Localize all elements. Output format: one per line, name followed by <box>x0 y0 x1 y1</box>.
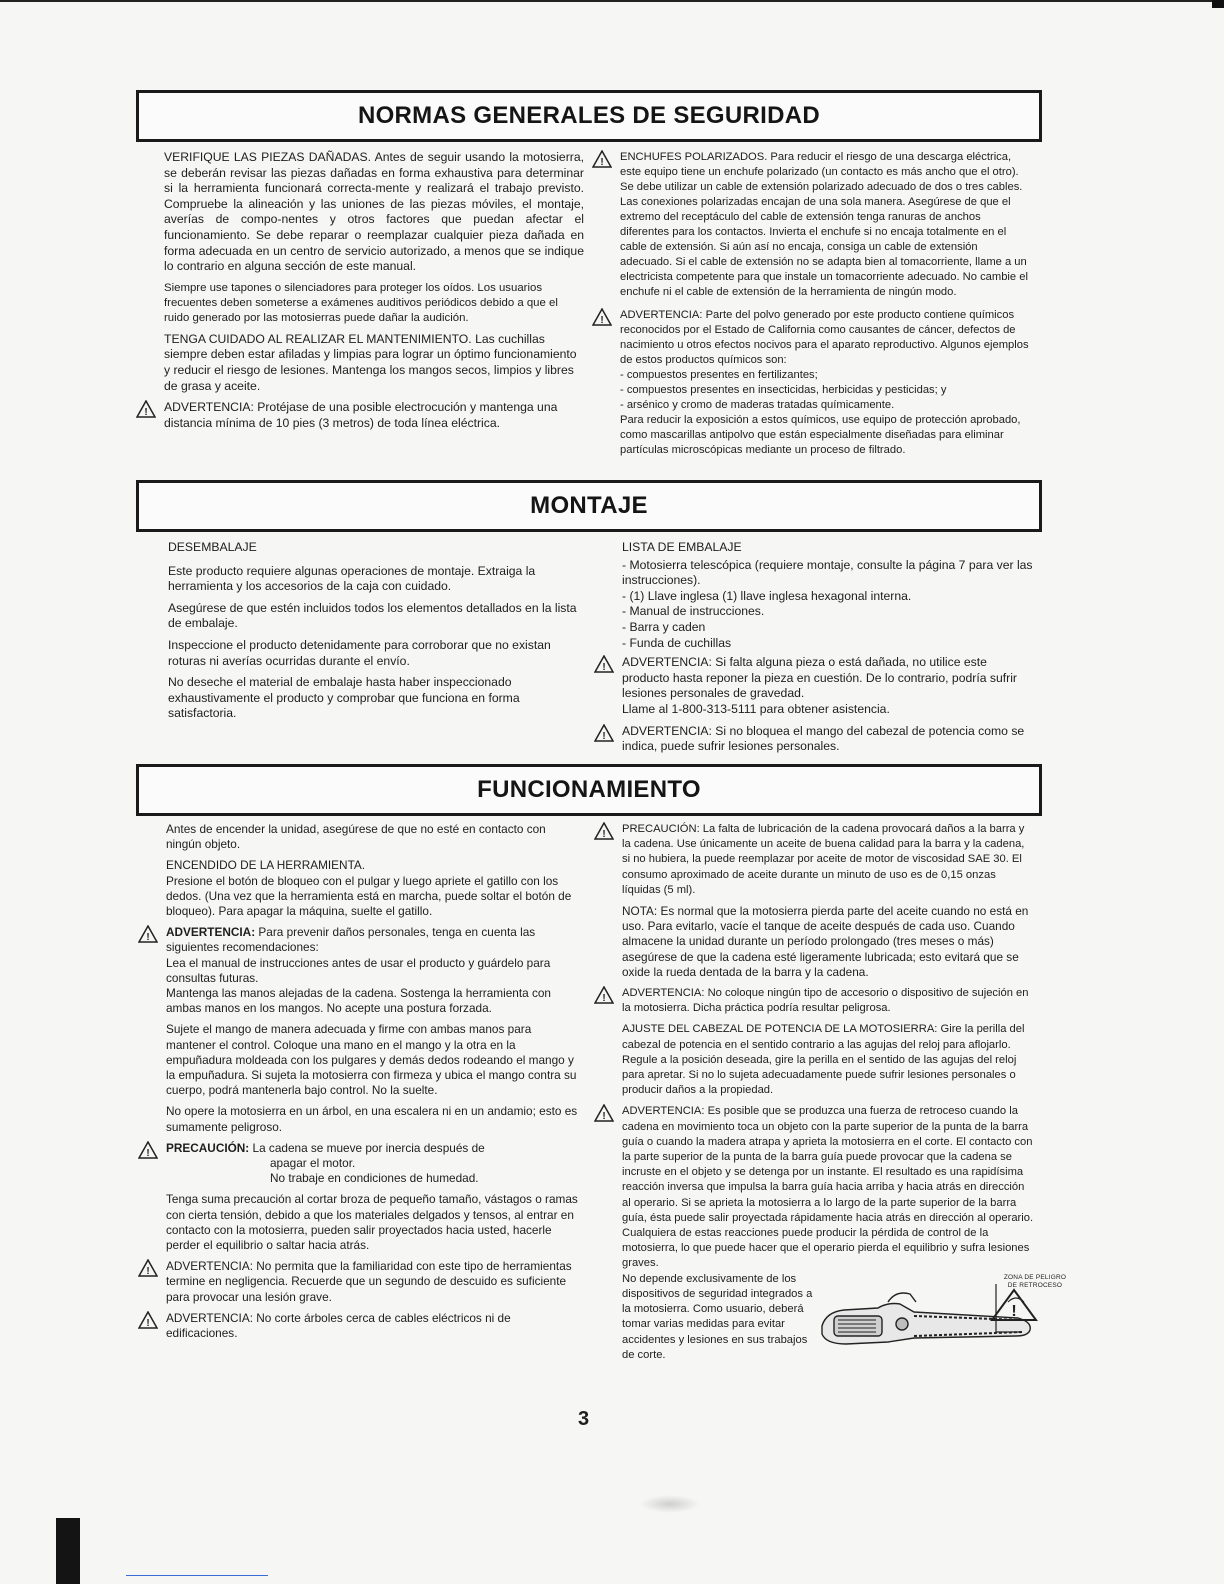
warning-text: ADVERTENCIA: Protéjase de una posible electrocución y mantenga una distancia mínima de 10 pies (3 metros) de toda línea eléctrica. <box>164 400 558 430</box>
scan-binding-mark <box>56 1518 80 1584</box>
svg-text:!: ! <box>602 829 606 840</box>
paragraph: Para reducir la exposición a estos químicos, use equipo de protección aprobado, como mascarillas antipolvo que están especialmente diseñadas para eliminar partículas microscópicas mediante un proceso de filtrado. <box>620 414 1021 456</box>
list-item: - Funda de cuchillas <box>622 635 732 650</box>
section-header-normas <box>136 90 1042 142</box>
warning-block <box>602 986 1034 1016</box>
svg-text:!: ! <box>600 315 604 326</box>
warning-block <box>146 1310 580 1341</box>
subheading: LISTA DE EMBALAJE <box>622 540 742 554</box>
caution-text: PRECAUCIÓN: La falta de lubricación de la cadena provocará daños a la barra y la cadena. Use únicamente un aceite de buena calidad para la barra y la cadena, si no hubiera, la puede reemplazar por aceite de motor de viscosidad SAE 30. El consumo aproximado de aceite durante un minuto de uso es de 0,15 onzas líquidas (5 ml). <box>622 823 1025 896</box>
scan-corner-mark <box>1212 0 1224 8</box>
warning-triangle-icon <box>138 1141 158 1159</box>
warning-block <box>602 655 1034 717</box>
warning-block <box>602 723 1034 755</box>
warning-text: ADVERTENCIA: Parte del polvo generado por este producto contiene químicos reconocidos por el Estado de California como causantes de cáncer, defectos de nacimiento u otros efectos nocivos para el aparato reproductivo. Algunos ejemplos de estos productos químicos son: <box>620 309 1029 366</box>
warning-triangle-icon <box>138 925 158 943</box>
warning-block <box>146 925 580 1016</box>
paragraph: Presione el botón de bloqueo con el pulgar y luego apriete el gatillo con los dedos. (Una vez que la herramienta está en marcha, puede soltar el botón de bloqueo). Para apagar la máquina, suelte el gatillo. <box>166 873 572 919</box>
warning-triangle-icon <box>138 1311 158 1329</box>
paragraph: AJUSTE DEL CABEZAL DE POTENCIA DE LA MOTOSIERRA: Gire la perilla del cabezal de potencia en el sentido contrario a las agujas del reloj para aflojarlo. Regule a la posición deseada, gire la perilla en el sentido de las agujas del reloj para apretar. Si no lo sujeta adecuadamente puede sufrir lesiones personales o producir daños a la propiedad. <box>622 1023 1025 1097</box>
section-title: NORMAS GENERALES DE SEGURIDAD <box>357 102 821 129</box>
caution-label: PRECAUCIÓN: <box>166 1140 250 1155</box>
paragraph: TENGA CUIDADO AL REALIZAR EL MANTENIMIENTO. Las cuchillas siempre deben estar afiladas y limpias para lograr un óptimo funcionamiento y reducir el riesgo de lesiones. Mantenga los mangos secos, limpios y libres de grasa y aceite. <box>164 331 577 393</box>
warning-block <box>602 1104 1067 1363</box>
funcionamiento-right-column <box>602 822 1067 1364</box>
caution-line: apagar el motor. <box>270 1156 356 1171</box>
scan-smudge <box>640 1495 700 1513</box>
normas-left-column <box>144 150 584 437</box>
phone-line: Llame al 1-800-313-5111 para obtener asistencia. <box>622 701 890 716</box>
packing-list <box>622 558 1034 652</box>
section-header-montaje <box>136 480 1042 532</box>
caution-block <box>602 822 1034 898</box>
warning-text: ADVERTENCIA: Si no bloquea el mango del cabezal de potencia como se indica, puede sufrir lesiones personales. <box>622 723 1025 754</box>
warning-triangle-icon <box>594 986 614 1004</box>
warning-text: ADVERTENCIA: Es posible que se produzca una fuerza de retroceso cuando la cadena en movimiento toca un objeto con la parte superior de la punta de la barra guía o cuando la madera atrapa y aprieta la motosierra en el corte. El contacto con la parte superior de la punta de la barra guía puede provocar que la cadena se incruste en el objeto y se detenga por un instante. El resultado es una rapidísima reacción inversa que impulsa la barra guía hacia arriba y hacia atrás en dirección al operario. Si se aprieta la motosierra a lo largo de la parte superior de la barra guía, ésta puede salir proyectada rápidamente hacia atrás en dirección al operario. Cualquiera de estas reacciones puede producir la pérdida de control de la motosierra, lo que puede hacer que el operario pierda el equilibrio y sufra lesiones graves. <box>622 1105 1034 1270</box>
paragraph: No opere la motosierra en un árbol, en una escalera ni en un andamio; esto es sumamente peligroso. <box>166 1104 578 1134</box>
kickback-figure-area <box>622 1272 1067 1364</box>
warning-text: ADVERTENCIA: No coloque ningún tipo de accesorio o dispositivo de sujeción en la motosierra. Dicha práctica podría resultar peligrosa. <box>622 987 1029 1015</box>
chemical-list <box>620 368 1032 413</box>
warning-triangle-icon <box>594 724 614 742</box>
paragraph: Inspeccione el producto detenidamente para corroborar que no existan roturas ni averías ocurridas durante el envío. <box>168 637 551 668</box>
svg-text:!: ! <box>1011 1302 1017 1320</box>
paragraph: Asegúrese de que estén incluidos todos los elementos detallados en la lista de embalaje. <box>168 600 577 631</box>
chainsaw-kickback-illustration <box>818 1272 1068 1364</box>
warning-triangle-icon <box>592 308 612 326</box>
svg-text:!: ! <box>602 662 606 674</box>
list-item: - compuestos presentes en fertilizantes; <box>620 369 818 381</box>
list-item: - Manual de instrucciones. <box>622 604 765 619</box>
paragraph: Siempre use tapones o silenciadores para proteger los oídos. Los usuarios frecuentes deben someterse a exámenes auditivos periódicos debido a que el ruido generado por las motosierras puede dañar la audición. <box>164 281 558 324</box>
paragraph: Antes de encender la unidad, asegúrese de que no esté en contacto con ningún objeto. <box>166 822 546 852</box>
subheading: DESEMBALAJE <box>168 540 257 554</box>
montaje-left-column <box>168 540 586 728</box>
warning-triangle-icon <box>592 150 612 168</box>
list-item: - Motosierra telescópica (requiere montaje, consulte la página 7 para ver las instrucciones). <box>622 557 1033 588</box>
svg-text:!: ! <box>146 1266 150 1278</box>
warning-text: Para prevenir daños personales, tenga en cuenta las siguientes recomendaciones: <box>166 925 536 955</box>
svg-text:!: ! <box>602 1111 606 1123</box>
svg-text:!: ! <box>600 157 604 168</box>
warning-text: ENCHUFES POLARIZADOS. Para reducir el riesgo de una descarga eléctrica, este equipo tiene un enchufe polarizado (un contacto es más ancho que el otro). Se debe utilizar un cable de extensión polarizado adecuado de dos o tres cables. Las conexiones polarizadas encajan de una sola manera. Asegúrese de que el extremo del receptáculo del cable de extensión tenga ranuras de anchos diferentes para los contactos. Invierta el enchufe si no encaja totalmente en el cable de extensión. Si aún así no encaja, consiga un cable de extensión adecuado. Si el cable de extensión no se adapta bien al tomacorriente, llame a un electricista competente para que instale un tomacorriente adecuado. No cambie el enchufe ni el cable de extensión de la herramienta de ningún modo. <box>620 151 1028 298</box>
paragraph: Este producto requiere algunas operaciones de montaje. Extraiga la herramienta y los accesorios de la caja con cuidado. <box>168 563 536 594</box>
caution-text: La cadena se mueve por inercia después de <box>252 1140 485 1155</box>
warning-tail: No depende exclusivamente de los dispositivos de seguridad integrados a la motosierra. Como usuario, deberá tomar varias medidas para evitar accidentes y lesiones en sus trabajos de corte. <box>622 1272 813 1361</box>
bottom-link-line <box>126 1575 268 1576</box>
svg-text:!: ! <box>602 730 606 742</box>
paragraph: Sujete el mango de manera adecuada y firme con ambas manos para mantener el control. Coloque una mano en el mango y la otra en la empuñadura moldeada con los pulgares y demás dedos rodeando el mango y la empuñadura. Si sujeta la motosierra con firmeza y ubica el mango contra su cuerpo, podrá mantenerla bajo control. No la suelte. <box>166 1022 577 1098</box>
kickback-zone-label: ZONA DE PELIGRO DE RETROCESO <box>1003 1273 1067 1289</box>
paragraph: Tenga suma precaución al cortar broza de pequeño tamaño, vástagos o ramas con cierta tensión, debido a que los materiales delgados y tensos, al entrar en contacto con la motosierra, pueden salir proyectados hacia usted, hacerle perder el equilibrio o saltar hacia atrás. <box>166 1192 578 1253</box>
warning-text: ADVERTENCIA: No corte árboles cerca de cables eléctricos ni de edificaciones. <box>166 1310 511 1341</box>
svg-text:!: ! <box>602 993 606 1005</box>
warning-triangle-icon <box>594 655 614 673</box>
top-edge <box>0 0 1224 2</box>
warning-triangle-icon <box>594 822 614 840</box>
funcionamiento-left-column <box>146 822 580 1347</box>
warning-text: ADVERTENCIA: Si falta alguna pieza o está dañada, no utilice este producto hasta reponer la pieza en cuestión. De lo contrario, podría sufrir lesiones personales de gravedad. <box>622 655 1017 701</box>
warning-line: Lea el manual de instrucciones antes de usar el producto y guárdelo para consultas futuras. <box>166 955 551 985</box>
list-item: - arsénico y cromo de maderas tratadas químicamente. <box>620 399 895 411</box>
warning-triangle-icon <box>594 1104 614 1122</box>
list-item: - (1) Llave inglesa (1) llave inglesa hexagonal interna. <box>622 588 912 603</box>
svg-text:!: ! <box>144 407 148 419</box>
warning-line: Mantenga las manos alejadas de la cadena. Sostenga la herramienta con ambas manos en los mangos. No acepte una postura forzada. <box>166 986 551 1016</box>
list-item: - compuestos presentes en insecticidas, herbicidas y pesticidas; y <box>620 384 947 396</box>
normas-right-column <box>600 150 1032 464</box>
note-paragraph: NOTA: Es normal que la motosierra pierda parte del aceite cuando no está en uso. Para evitarlo, vacíe el tanque de aceite después de cada uso. Cuando almacene la unidad durante un período prolongado (tres meses o más) asegúrese de que la cadena esté ligeramente lubricada; esto evitará que se oxide la rueda dentada de la barra y la cadena. <box>622 904 1029 979</box>
caution-block <box>146 1140 580 1187</box>
montaje-right-column <box>602 540 1034 761</box>
paragraph: No deseche el material de embalaje hasta haber inspeccionado exhaustivamente el producto y comprobar que funciona en forma satisfactoria. <box>168 675 520 721</box>
paragraph: VERIFIQUE LAS PIEZAS DAÑADAS. Antes de seguir usando la motosierra, se deberán revisar las piezas dañadas en forma exhaustiva para determinar si la herramienta funcionará correcta-mente y realizará el trabajo previsto. Compruebe la alineación y las uniones de las piezas móviles, el montaje, averías de compo-nentes y otros factores que puedan afectar el funcionamiento. Se debe reparar o reemplazar cualquier pieza dañada en forma adecuada en un centro de servicio autorizado, a menos que se indique lo contrario en alguna sección de este manual. <box>164 150 584 274</box>
warning-block <box>146 1259 580 1305</box>
svg-text:!: ! <box>146 1147 150 1159</box>
page-number: 3 <box>578 1408 590 1430</box>
svg-text:!: ! <box>146 1317 150 1329</box>
warning-label: ADVERTENCIA: <box>166 925 256 940</box>
warning-triangle-icon <box>138 1259 158 1277</box>
warning-block <box>600 150 1032 300</box>
list-item: - Barra y caden <box>622 619 706 634</box>
caution-line: No trabaje en condiciones de humedad. <box>270 1171 479 1186</box>
section-title: MONTAJE <box>530 492 648 519</box>
warning-text: ADVERTENCIA: No permita que la familiaridad con este tipo de herramientas termine en negligencia. Recuerde que un segundo de descuido es suficiente para provocar una lesión grave. <box>166 1259 572 1304</box>
warning-block <box>144 400 584 431</box>
warning-block <box>600 308 1032 458</box>
subheading: ENCENDIDO DE LA HERRAMIENTA. <box>166 858 366 873</box>
section-header-funcionamiento <box>136 764 1042 816</box>
svg-text:!: ! <box>146 932 150 944</box>
warning-triangle-icon <box>136 400 156 418</box>
section-title: FUNCIONAMIENTO <box>477 776 701 803</box>
